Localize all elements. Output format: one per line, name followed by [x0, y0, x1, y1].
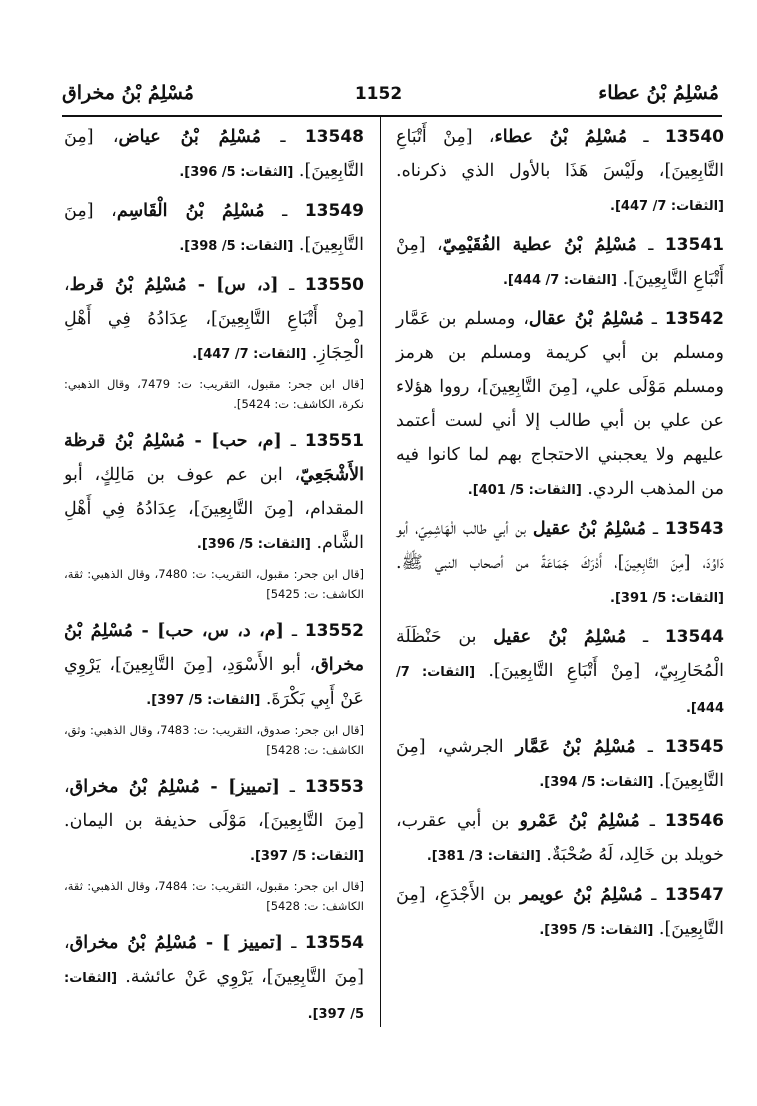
entry-dash: ـ	[626, 627, 665, 647]
entry-number: 13546	[664, 811, 724, 831]
source-reference: [الثقات: 5/ 401].	[467, 483, 582, 498]
entry-text: بن أبي عقرب، خويلد بن خَالِد، لَهُ صُحْبَةٌ.	[396, 811, 724, 865]
entry-number: 13544	[664, 627, 724, 647]
biography-entry	[64, 268, 364, 372]
entry-dash: ـ	[636, 235, 665, 255]
entry-text: ، [مِنَ التَّابِعِينَ]، مَوْلَى حذيفة بن اليمان.	[64, 777, 364, 831]
biography-entry	[64, 194, 364, 264]
entry-number: 13554	[304, 933, 364, 953]
entry-number: 13541	[664, 235, 724, 255]
source-reference: [الثقات: 7/ 444].	[396, 665, 724, 716]
biography-entry	[396, 620, 724, 726]
entry-dash: ـ	[642, 885, 665, 905]
entry-dash: ـ	[282, 933, 305, 953]
source-reference: [الثقات: 5/ 395].	[539, 923, 654, 938]
left-column	[64, 120, 364, 1036]
biography-entry	[396, 302, 724, 508]
source-reference: [الثقات: 5/ 396].	[179, 165, 294, 180]
narrator-name: [م، حب] - مُسْلِمُ بْنُ قرظة الأَشْجَعِيّ	[64, 431, 364, 485]
narrator-name: [م، د، س، حب] - مُسْلِمُ بْنُ مخراق	[64, 621, 364, 675]
entry-dash: ـ	[646, 519, 665, 539]
narrator-name: مُسْلِمُ بْنُ عقال	[528, 309, 644, 329]
entry-text: ، [مِنَ التَّابِعِينَ]، يَرْوِي عَنْ عائشة.	[64, 933, 364, 987]
running-title-right: مُسْلِمُ بْنُ عطاء	[598, 82, 719, 104]
biography-entry	[396, 730, 724, 800]
source-reference: [الثقات: 3/ 381].	[426, 849, 541, 864]
entry-dash: ـ	[643, 309, 665, 329]
entry-number: 13549	[304, 201, 364, 221]
source-reference: [الثقات: 5/ 397].	[146, 693, 261, 708]
right-column	[396, 120, 724, 952]
entry-text: ، [مِنَ التَّابِعِينَ].	[64, 127, 364, 181]
entry-text: بن أبي طالب الْهَاشِمِيّ، أبو دَاوُدَ، [مِنَ التَّابِعِينَ]، أَدْرَكَ جَمَاعَةً من أصحاب النبي ﷺ.	[396, 519, 724, 573]
running-title-left: مُسْلِمُ بْنُ مخراق	[62, 82, 194, 104]
column-separator	[380, 117, 381, 1027]
biography-entry	[396, 120, 724, 224]
biography-entry	[64, 614, 364, 718]
source-reference: [الثقات: 5/ 391].	[610, 591, 724, 606]
page-number: 1152	[354, 84, 403, 104]
source-reference: [الثقات: 5/ 396].	[196, 537, 311, 552]
entry-number: 13545	[664, 737, 724, 757]
narrator-name: [تمييز ] - مُسْلِمُ بْنُ مخراق	[69, 933, 283, 953]
source-reference: [الثقات: 7/ 447].	[192, 347, 307, 362]
entry-text: الجرشي، [مِنَ التَّابِعِينَ].	[396, 737, 724, 791]
narrator-name: مُسْلِمُ بْنُ عطية الفُقَيْمِيّ	[442, 235, 637, 255]
footnote-grading: [قال ابن جحر: مقبول، التقريب: ت: 7479، وقال الذهبي: نكرة، الكاشف: ت: 5424].	[64, 377, 364, 411]
entry-dash: ـ	[281, 431, 305, 451]
biography-entry	[396, 804, 724, 874]
entry-dash: ـ	[635, 737, 665, 757]
entry-number: 13548	[304, 127, 364, 147]
entry-number: 13551	[304, 431, 364, 451]
entry-number: 13542	[664, 309, 725, 329]
entry-text: بن حَنْظَلَة الْمُحَارِبِيّ، [مِنْ أَتْبَاعِ التَّابِعِينَ].	[396, 627, 724, 681]
narrator-name: مُسْلِمُ بْنُ عقيل	[532, 519, 647, 539]
entry-number: 13550	[304, 275, 364, 295]
biography-entry	[396, 512, 724, 616]
entry-number: 13553	[304, 777, 364, 797]
narrator-name: مُسْلِمُ بْنُ عويمر	[520, 885, 643, 905]
biography-entry	[64, 770, 364, 874]
biography-entry	[64, 424, 364, 562]
source-reference: [الثقات: 5/ 397].	[250, 849, 364, 864]
entry-dash: ـ	[264, 201, 305, 221]
entry-dash: ـ	[639, 811, 665, 831]
footnote-grading: [قال ابن جحر: مقبول، التقريب: ت: 7484، وقال الذهبي: ثقة، الكاشف: ت: 5428]	[64, 879, 364, 913]
footnote-grading: [قال ابن جحر: صدوق، التقريب: ت: 7483، وقال الذهبي: وثق، الكاشف: ت: 5428]	[64, 723, 364, 757]
narrator-name: مُسْلِمُ بْنُ عَمَّار	[515, 737, 636, 757]
biography-entry	[396, 878, 724, 948]
entry-text: ، ومسلم بن عَمَّار ومسلم بن أبي كريمة ومسلم بن هرمز ومسلم مَوْلَى علي، [مِنَ التَّابِعِينَ]، رووا هؤلاء عن علي بن أبي طالب إلا أني لست أعتمد عليهم ولا يعجبني الاحتجاج بهم لما كانوا فيه من المذهب الردي.	[396, 309, 724, 499]
entry-dash: ـ	[278, 275, 305, 295]
entry-number: 13547	[664, 885, 724, 905]
narrator-name: مُسْلِمُ بْنُ عقيل	[493, 627, 627, 647]
header-rule	[62, 115, 722, 117]
narrator-name: مُسْلِمُ بْنُ عياض	[118, 127, 262, 147]
entry-dash: ـ	[283, 621, 305, 641]
entry-text: ، [مِنَ التَّابِعِينَ].	[64, 201, 364, 255]
source-reference: [الثقات: 5/ 398].	[179, 239, 294, 254]
source-reference: [الثقات: 5/ 394].	[539, 775, 654, 790]
biography-entry	[64, 926, 364, 1032]
source-reference: [الثقات: 5/ 397].	[64, 971, 364, 1022]
entry-text: بن الأَجْدَعِ، [مِنَ التَّابِعِينَ].	[396, 885, 724, 939]
entry-dash: ـ	[279, 777, 305, 797]
entry-number: 13552	[304, 621, 364, 641]
entry-dash: ـ	[261, 127, 305, 147]
footnote-grading: [قال ابن جحر: مقبول، التقريب: ت: 7480، وقال الذهبي: ثقة، الكاشف: ت: 5425]	[64, 567, 364, 601]
biography-entry	[64, 120, 364, 190]
narrator-name: مُسْلِمُ بْنُ عطاء	[494, 127, 628, 147]
entry-dash: ـ	[627, 127, 665, 147]
narrator-name: [د، س] - مُسْلِمُ بْنُ قرط	[69, 275, 279, 295]
entry-text: ، [مِنْ أَتْبَاعِ التَّابِعِينَ]، عِدَادُهُ فِي أَهْلِ الْحِجَازِ.	[64, 275, 364, 363]
entry-text: ، ابن عم عوف بن مَالِكٍ، أبو المقدام، [مِنَ التَّابِعِينَ]، عِدَادُهُ فِي أَهْلِ الشَّام.	[64, 465, 364, 553]
entry-text: ، [مِنْ أَتْبَاعِ التَّابِعِينَ]، ولَيْسَ هَذَا بالأول الذي ذكرناه.	[396, 127, 724, 181]
entry-number: 13540	[664, 127, 724, 147]
source-reference: [الثقات: 7/ 447].	[610, 199, 724, 214]
biography-entry	[396, 228, 724, 298]
narrator-name: مُسْلِمُ بْنُ الْقَاسِم	[116, 201, 265, 221]
source-reference: [الثقات: 7/ 444].	[502, 273, 617, 288]
narrator-name: [تمييز] - مُسْلِمُ بْنُ مخراق	[69, 777, 280, 797]
entry-text: ، أبو الأَسْوَدِ، [مِنَ التَّابِعِينَ]، يَرْوِي عَنْ أَبِي بَكْرَةَ.	[64, 655, 364, 709]
entry-number: 13543	[664, 519, 724, 539]
narrator-name: مُسْلِمُ بْنُ عَمْرو	[519, 811, 640, 831]
entry-text: ، [مِنْ أَتْبَاعِ التَّابِعِينَ].	[396, 235, 724, 289]
